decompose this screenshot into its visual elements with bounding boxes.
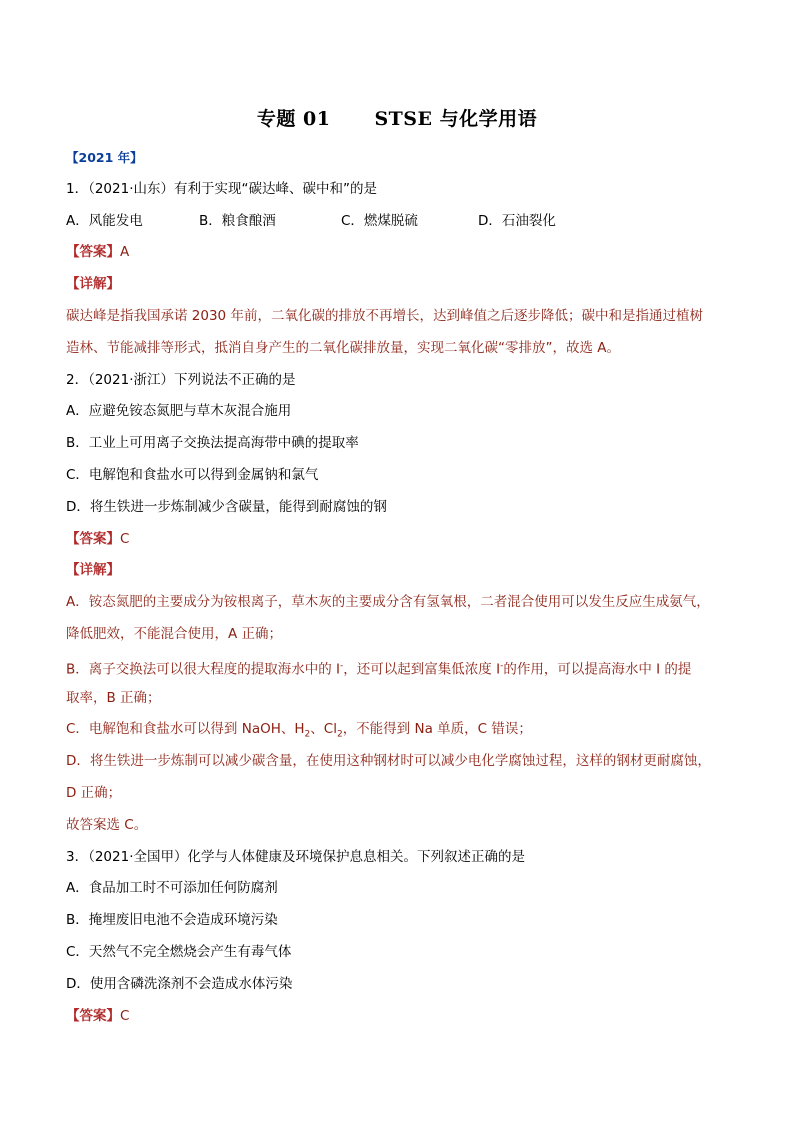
- question-2-detail-a-line-2: 降低肥效，不能混合使用，A 正确；: [66, 625, 283, 642]
- detail-b-text-3: 的作用，可以提高海水中 I 的提: [503, 661, 692, 678]
- question-2-option-a: A．应避免铵态氮肥与草木灰混合施用: [66, 403, 292, 420]
- page-title: [0, 104, 794, 131]
- detail-b-text-2: ，还可以起到富集低浓度 I: [343, 661, 501, 678]
- question-1-option-d: D．石油裂化: [478, 212, 556, 229]
- detail-b-text-1: B．离子交换法可以很大程度的提取海水中的 I: [66, 661, 341, 678]
- question-1-option-a: A．风能发电: [66, 212, 143, 229]
- question-1-detail-line-1: 碳达峰是指我国承诺 2030 年前，二氧化碳的排放不再增长，达到峰值之后逐步降低；碳中和是指通过植树: [66, 307, 703, 324]
- section-header-2021: 【2021 年】: [66, 150, 143, 165]
- question-2-detail-b-line-1: [66, 651, 730, 683]
- iodide-superscript-2: -: [500, 660, 504, 671]
- question-1-detail-line-2: 造林、节能减排等形式，抵消自身产生的二氧化碳排放量，实现二氧化碳“零排放”，故选 A。: [66, 339, 621, 356]
- question-2-conclusion: 故答案选 C。: [66, 816, 148, 833]
- question-2-option-d: D．将生铁进一步炼制减少含碳量，能得到耐腐蚀的钢: [66, 498, 387, 515]
- answer-tag: 【答案】: [66, 1007, 120, 1024]
- question-1-option-b: B．粮食酿酒: [199, 212, 276, 229]
- question-2-detail-d-line-1: D．将生铁进一步炼制可以减少碳含量，在使用这种钢材时可以减少电化学腐蚀过程，这样的钢材更耐腐蚀，: [66, 753, 711, 770]
- question-1-answer: [66, 237, 730, 269]
- question-2-detail-tag: 【详解】: [66, 562, 120, 579]
- h2-subscript: 2: [304, 730, 311, 741]
- question-1-stem: 1．（2021·山东）有利于实现“碳达峰、碳中和”的是: [66, 180, 377, 197]
- question-2-detail-a-line-1: A．铵态氮肥的主要成分为铵根离子，草木灰的主要成分含有氢氧根，二者混合使用可以发生反应生成氨气，: [66, 594, 710, 611]
- question-2-detail-d-line-2: D 正确；: [66, 784, 122, 801]
- question-3-answer: [66, 1001, 730, 1033]
- question-3-option-a: A．食品加工时不可添加任何防腐剂: [66, 880, 278, 897]
- question-3-option-d: D．使用含磷洗涤剂不会造成水体污染: [66, 975, 293, 992]
- question-2-option-b: B．工业上可用离子交换法提高海带中碘的提取率: [66, 435, 359, 452]
- question-3-stem: 3．（2021·全国甲）化学与人体健康及环境保护息息相关。下列叙述正确的是: [66, 848, 525, 865]
- answer-tag: 【答案】: [66, 530, 120, 547]
- question-1-answer-value: A: [120, 244, 130, 261]
- title-topic-name: STSE 与化学用语: [374, 108, 538, 130]
- detail-c-text-2: 、Cl: [310, 721, 337, 738]
- question-2-detail-c: [66, 714, 730, 746]
- answer-tag: 【答案】: [66, 244, 120, 261]
- question-2-answer-value: C: [120, 530, 130, 547]
- question-3-option-c: C．天然气不完全燃烧会产生有毒气体: [66, 943, 292, 960]
- detail-c-text-1: C．电解饱和食盐水可以得到 NaOH、H: [66, 721, 305, 738]
- question-2-detail-b-line-2: 取率，B 正确；: [66, 689, 161, 706]
- title-topic-number: 专题 01: [256, 108, 331, 130]
- question-2-option-c: C．电解饱和食盐水可以得到金属钠和氯气: [66, 466, 319, 483]
- question-1-option-c: C．燃煤脱硫: [341, 212, 418, 229]
- question-2-stem: 2．（2021·浙江）下列说法不正确的是: [66, 371, 296, 388]
- question-3-answer-value: C: [120, 1007, 130, 1024]
- cl2-subscript: 2: [336, 730, 343, 741]
- question-1-options: [66, 206, 730, 238]
- question-2-answer: [66, 524, 730, 556]
- question-1-detail-tag: 【详解】: [66, 276, 120, 293]
- detail-c-text-3: ，不能得到 Na 单质，C 错误；: [342, 721, 532, 738]
- iodide-superscript-1: -: [340, 660, 344, 671]
- question-3-option-b: B．掩埋废旧电池不会造成环境污染: [66, 912, 278, 929]
- document-body: [66, 142, 730, 1032]
